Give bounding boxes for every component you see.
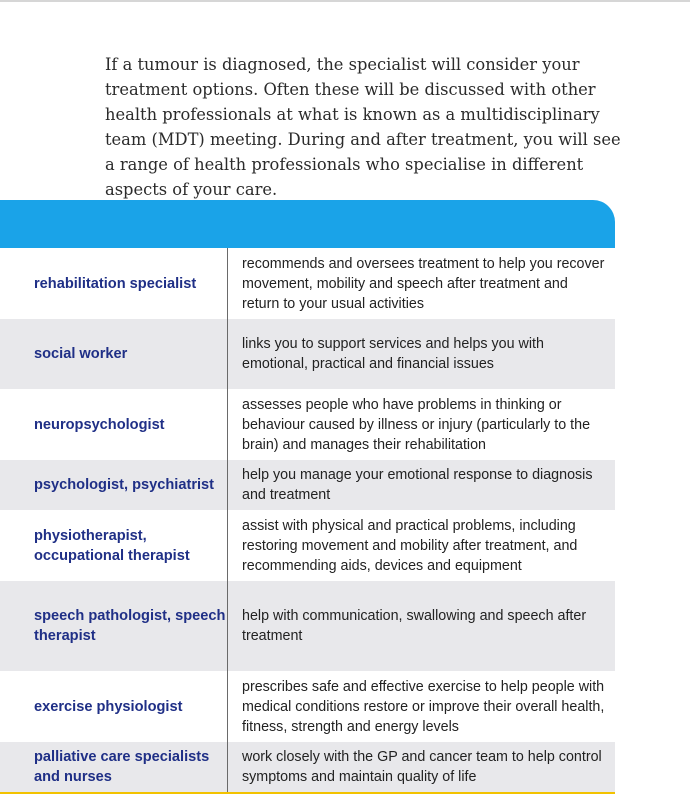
top-divider <box>0 0 690 2</box>
role-description: prescribes safe and effective exercise to help people with medical conditions restore or improve their overall health, fitness, strength and energy levels <box>242 678 605 735</box>
role-description: recommends and oversees treatment to help you recover movement, mobility and speech after treatment and return to your usual activities <box>242 255 605 312</box>
role-name: neuropsychologist <box>0 389 228 460</box>
role-name: psychologist, psychiatrist <box>0 460 228 510</box>
table-row <box>0 319 615 389</box>
role-name: palliative care specialists and nurses <box>0 742 228 792</box>
role-description: work closely with the GP and cancer team to help control symptoms and maintain quality of life <box>242 749 602 785</box>
table-row <box>0 510 615 581</box>
role-description: assist with physical and practical problems, including restoring movement and mobility after treatment, and recommending aids, devices and equipment <box>242 517 578 574</box>
table-row <box>0 389 615 460</box>
table-row <box>0 671 615 742</box>
table-header-banner <box>0 200 615 248</box>
role-description: help you manage your emotional response to diagnosis and treatment <box>242 467 593 503</box>
bottom-divider <box>0 792 615 794</box>
role-description: help with communication, swallowing and speech after treatment <box>242 608 587 644</box>
role-name: speech pathologist, speech therapist <box>0 581 228 671</box>
table-row <box>0 248 615 319</box>
role-description: links you to support services and helps you with emotional, practical and financial issues <box>242 336 544 372</box>
role-description: assesses people who have problems in thinking or behaviour caused by illness or injury (particularly to the brain) and manages their rehabilitation <box>242 396 591 453</box>
table-row <box>0 460 615 510</box>
role-name: physiotherapist, occupational therapist <box>0 510 228 581</box>
role-name: rehabilitation specialist <box>0 248 228 319</box>
health-professionals-table <box>0 248 615 792</box>
table-row <box>0 742 615 792</box>
intro-paragraph: If a tumour is diagnosed, the specialist will consider your treatment options. Often these will be discussed with other health professionals at what is known as a multidisciplinary team (MDT) meeting. During and after treatment, you will see a range of health professionals who specialise in different aspects of your care. <box>105 55 621 199</box>
role-name: exercise physiologist <box>0 671 228 742</box>
role-name: social worker <box>0 319 228 389</box>
table-row <box>0 581 615 671</box>
